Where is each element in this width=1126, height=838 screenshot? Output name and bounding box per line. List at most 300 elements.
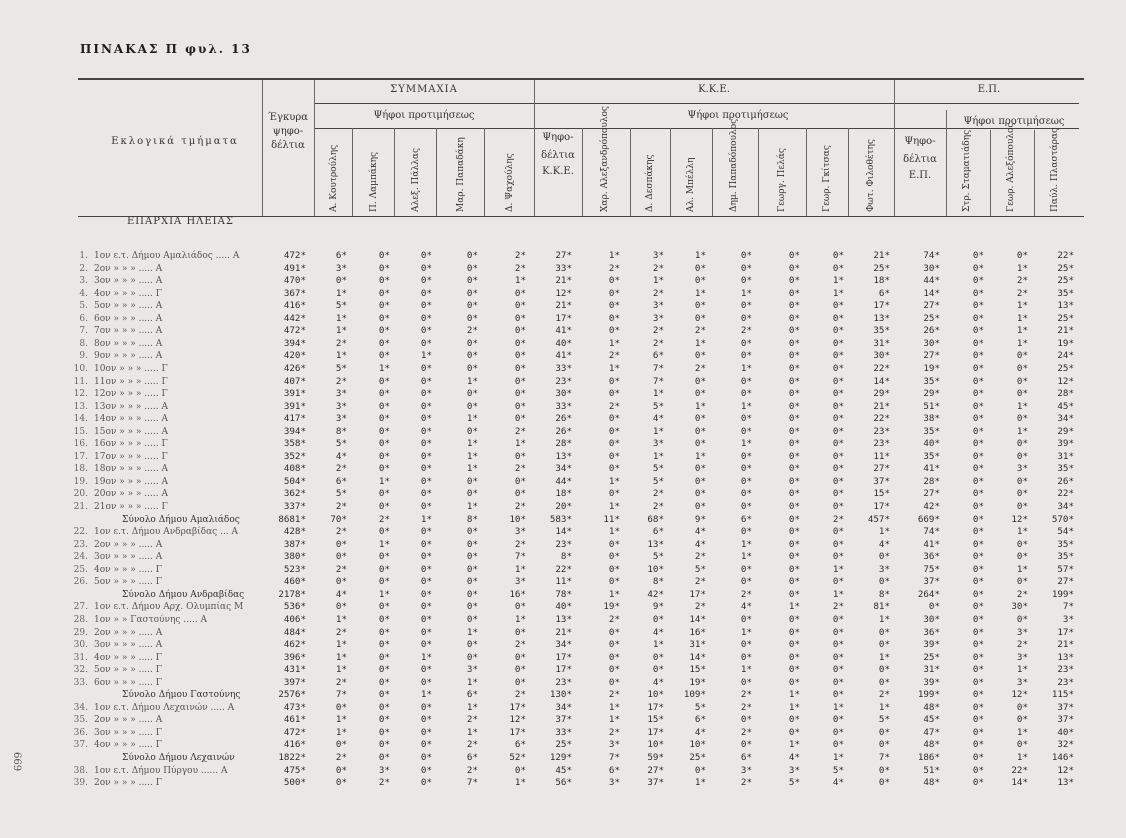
section-label: 21ον » » » ..... Γ: [94, 502, 168, 512]
vote-cell: 0*: [788, 300, 800, 312]
vote-cell: 78*: [555, 588, 572, 600]
row-number: 20.: [73, 489, 88, 500]
vote-cell: 2576*: [278, 689, 306, 701]
vote-cell: 0*: [1016, 438, 1028, 450]
top-rule: [78, 78, 1084, 80]
vote-cell: 491*: [283, 262, 306, 274]
vote-cell: 0*: [788, 375, 800, 387]
vote-cell: 19*: [689, 676, 706, 688]
vote-cell: 0*: [1016, 250, 1028, 261]
vote-cell: 1*: [878, 613, 890, 625]
row-number: 22.: [73, 527, 88, 538]
vote-cell: 669*: [917, 513, 940, 525]
vote-cell: 3*: [740, 764, 752, 776]
table-row: [0, 539, 1126, 551]
vote-cell: 35*: [1057, 463, 1074, 475]
vote-cell: 0*: [788, 400, 800, 412]
vote-cell: 44*: [555, 475, 572, 487]
vote-cell: 186*: [917, 752, 940, 763]
vote-cell: 2*: [652, 488, 664, 500]
row-number: 10.: [73, 363, 88, 374]
vote-cell: 0*: [972, 726, 984, 738]
vote-cell: 1*: [694, 250, 706, 261]
vote-cell: 0*: [378, 601, 390, 613]
vote-cell: 4*: [652, 676, 664, 688]
vote-cell: 42*: [923, 501, 940, 512]
vote-cell: 0*: [740, 475, 752, 487]
vote-cell: 1822*: [278, 752, 306, 763]
vote-cell: 0*: [514, 601, 526, 613]
vote-cell: 0*: [832, 400, 844, 412]
vote-cell: 3*: [1016, 651, 1028, 663]
vote-cell: 1*: [335, 714, 347, 726]
vote-cell: 1*: [652, 450, 664, 462]
vote-cell: 37*: [923, 576, 940, 588]
vote-cell: 1*: [514, 777, 526, 789]
vote-cell: 0*: [466, 262, 478, 274]
vote-cell: 59*: [647, 752, 664, 763]
vote-cell: 0*: [466, 576, 478, 588]
row-number: 16.: [73, 439, 88, 450]
vote-cell: 1*: [608, 501, 620, 512]
valid-votes-line-2: ψηφο-: [272, 126, 304, 137]
vote-cell: 0*: [420, 400, 432, 412]
vote-cell: 0*: [378, 563, 390, 575]
vote-cell: 1*: [335, 287, 347, 299]
vote-cell: 7*: [335, 689, 347, 701]
table-row: [0, 551, 1126, 563]
vote-cell: 26*: [555, 413, 572, 425]
table-row: [0, 275, 1126, 287]
vote-cell: 1*: [740, 287, 752, 299]
subtotal-row: [0, 752, 1126, 764]
vote-cell: 358*: [283, 438, 306, 450]
row-number: 27.: [73, 602, 88, 613]
row-number: 12.: [73, 389, 88, 400]
col-rule: [484, 128, 485, 216]
row-number: 13.: [73, 401, 88, 412]
vote-cell: 28*: [923, 475, 940, 487]
kke-ballots-3: Κ.Κ.Ε.: [542, 166, 574, 177]
ep-header: Ε.Π.: [977, 84, 1001, 95]
vote-cell: 0*: [652, 664, 664, 676]
vote-cell: 32*: [1057, 739, 1074, 751]
vote-cell: 0*: [420, 676, 432, 688]
vote-cell: 0*: [420, 739, 432, 751]
vote-cell: 0*: [972, 613, 984, 625]
vote-cell: 3*: [608, 777, 620, 789]
vote-cell: 4*: [652, 413, 664, 425]
vote-cell: 0*: [514, 651, 526, 663]
vote-cell: 2*: [608, 350, 620, 362]
vote-cell: 0*: [740, 714, 752, 726]
table-row: [0, 652, 1126, 664]
vote-cell: 12*: [1057, 375, 1074, 387]
vote-cell: 10*: [647, 689, 664, 701]
row-number: 1.: [79, 251, 88, 261]
vote-cell: 1*: [466, 375, 478, 387]
vote-cell: 36*: [923, 551, 940, 563]
vote-cell: 0*: [378, 262, 390, 274]
vote-cell: 0*: [335, 538, 347, 550]
vote-cell: 3*: [335, 413, 347, 425]
vote-cell: 1*: [378, 475, 390, 487]
vote-cell: 0*: [514, 325, 526, 337]
vote-cell: 15*: [689, 664, 706, 676]
vote-cell: 10*: [647, 739, 664, 751]
vote-cell: 11*: [873, 450, 890, 462]
vote-cell: 0*: [972, 312, 984, 324]
vote-cell: 0*: [420, 287, 432, 299]
vote-cell: 7*: [652, 362, 664, 374]
vote-cell: 0*: [878, 626, 890, 638]
vote-cell: 35*: [1057, 287, 1074, 299]
vote-cell: 1*: [740, 664, 752, 676]
vote-cell: 30*: [923, 613, 940, 625]
vote-cell: 0*: [740, 526, 752, 538]
vote-cell: 352*: [283, 450, 306, 462]
vote-cell: 21*: [555, 300, 572, 312]
vote-cell: 0*: [972, 375, 984, 387]
vote-cell: 0*: [420, 325, 432, 337]
table-row: [0, 300, 1126, 312]
vote-cell: 0*: [832, 651, 844, 663]
vote-cell: 396*: [283, 651, 306, 663]
vote-cell: 26*: [1057, 475, 1074, 487]
vote-cell: 0*: [832, 450, 844, 462]
vote-cell: 0*: [1016, 362, 1028, 374]
vote-cell: 37*: [873, 475, 890, 487]
vote-cell: 27*: [873, 463, 890, 475]
vote-cell: 0*: [694, 350, 706, 362]
table-row: [0, 727, 1126, 739]
col-rule: [436, 128, 437, 216]
vote-cell: 0*: [972, 764, 984, 776]
vote-cell: 39*: [923, 639, 940, 651]
vote-cell: 0*: [972, 563, 984, 575]
vote-cell: 1*: [832, 275, 844, 287]
vote-cell: 0*: [608, 488, 620, 500]
table-row: [0, 263, 1126, 275]
vote-cell: 2*: [514, 538, 526, 550]
vote-cell: 1*: [652, 388, 664, 400]
vote-cell: 0*: [694, 262, 706, 274]
section-label: 4ον » » » ..... Γ: [94, 740, 162, 751]
section-label: 2ον » » » ..... Α: [94, 627, 163, 638]
vote-cell: 0*: [420, 312, 432, 324]
vote-cell: 26*: [555, 425, 572, 437]
vote-cell: 0*: [1016, 413, 1028, 425]
vote-cell: 0*: [740, 388, 752, 400]
row-number: 39.: [73, 778, 88, 789]
vote-cell: 75*: [923, 563, 940, 575]
kke-header: Κ.Κ.Ε.: [698, 84, 730, 95]
vote-cell: 2*: [514, 262, 526, 274]
vote-cell: 0*: [608, 538, 620, 550]
vote-cell: 57*: [1057, 563, 1074, 575]
vote-cell: 0*: [972, 325, 984, 337]
vote-cell: 2*: [694, 325, 706, 337]
vote-cell: 0*: [972, 777, 984, 789]
vote-cell: 1*: [514, 563, 526, 575]
vote-cell: 1*: [1016, 726, 1028, 738]
candidate-label: Γεωρ. Γκίτσας: [822, 145, 832, 212]
vote-cell: 0*: [1016, 538, 1028, 550]
vote-cell: 5*: [652, 463, 664, 475]
vote-cell: 37*: [647, 777, 664, 789]
vote-cell: 17*: [647, 701, 664, 713]
vote-cell: 0*: [378, 576, 390, 588]
vote-cell: 1*: [1016, 425, 1028, 437]
ep-pref-header: Ψήφοι προτιμήσεως: [963, 116, 1065, 127]
subtotal-row: [0, 589, 1126, 601]
section-label: 4ον » » » ..... Γ: [94, 564, 162, 575]
table-row: [0, 413, 1126, 425]
vote-cell: 34*: [1057, 413, 1074, 425]
vote-cell: 1*: [514, 275, 526, 287]
vote-cell: 1*: [608, 701, 620, 713]
sections-header: Εκλογικά τμήματα: [111, 136, 239, 147]
vote-cell: 0*: [466, 287, 478, 299]
vote-cell: 22*: [1011, 764, 1028, 776]
vote-cell: 1*: [694, 777, 706, 789]
vote-cell: 13*: [1057, 651, 1074, 663]
vote-cell: 25*: [689, 752, 706, 763]
vote-cell: 22*: [555, 563, 572, 575]
vote-cell: 15*: [873, 488, 890, 500]
vote-cell: 0*: [420, 463, 432, 475]
vote-cell: 29*: [873, 388, 890, 400]
vote-cell: 35*: [873, 325, 890, 337]
vote-cell: 2*: [608, 262, 620, 274]
table-row: [0, 601, 1126, 613]
section-label: 1ον ε.τ. Δήμου Αρχ. Ολυμπίας Μ: [94, 602, 244, 613]
vote-cell: 0*: [740, 651, 752, 663]
vote-cell: 2*: [378, 777, 390, 789]
vote-cell: 0*: [514, 664, 526, 676]
vote-cell: 0*: [378, 526, 390, 538]
vote-cell: 0*: [378, 664, 390, 676]
table-row: [0, 777, 1126, 789]
vote-cell: 51*: [923, 400, 940, 412]
vote-cell: 25*: [555, 739, 572, 751]
vote-cell: 0*: [740, 413, 752, 425]
vote-cell: 0*: [608, 576, 620, 588]
vote-cell: 0*: [335, 601, 347, 613]
vote-cell: 31*: [689, 639, 706, 651]
vote-cell: 17*: [555, 651, 572, 663]
vote-cell: 0*: [832, 325, 844, 337]
vote-cell: 0*: [378, 450, 390, 462]
candidate-label: Αλεξ. Πάλλας: [411, 148, 421, 212]
vote-cell: 0*: [466, 337, 478, 349]
vote-cell: 30*: [873, 350, 890, 362]
vote-cell: 0*: [832, 375, 844, 387]
vote-cell: 0*: [420, 576, 432, 588]
ep-ballots-3: Ε.Π.: [908, 170, 932, 181]
vote-cell: 0*: [420, 701, 432, 713]
vote-cell: 19*: [603, 601, 620, 613]
vote-cell: 0*: [740, 350, 752, 362]
vote-cell: 0*: [878, 551, 890, 563]
vote-cell: 0*: [878, 764, 890, 776]
vote-cell: 1*: [335, 651, 347, 663]
section-label: 10ον » » » ..... Γ: [94, 363, 168, 374]
vote-cell: 0*: [466, 300, 478, 312]
vote-cell: 1*: [1016, 300, 1028, 312]
vote-cell: 3*: [878, 563, 890, 575]
vote-cell: 0*: [420, 563, 432, 575]
vote-cell: 470*: [283, 275, 306, 287]
row-number: 28.: [73, 614, 88, 625]
vote-cell: 0*: [972, 601, 984, 613]
vote-cell: 0*: [832, 739, 844, 751]
vote-cell: 20*: [555, 501, 572, 512]
vote-cell: 18*: [873, 275, 890, 287]
vote-cell: 2*: [740, 777, 752, 789]
vote-cell: 44*: [923, 275, 940, 287]
vote-cell: 3*: [514, 526, 526, 538]
vote-cell: 1*: [694, 337, 706, 349]
vote-cell: 0*: [335, 739, 347, 751]
vote-cell: 2*: [740, 701, 752, 713]
vote-cell: 0*: [694, 764, 706, 776]
col-rule: [314, 80, 315, 216]
vote-cell: 0*: [514, 350, 526, 362]
table-row: [0, 376, 1126, 388]
table-row: [0, 338, 1126, 350]
vote-cell: 28*: [555, 438, 572, 450]
vote-cell: 1*: [832, 752, 844, 763]
vote-cell: 387*: [283, 538, 306, 550]
vote-cell: 1*: [378, 538, 390, 550]
vote-cell: 460*: [283, 576, 306, 588]
vote-cell: 0*: [652, 613, 664, 625]
vote-cell: 0*: [694, 300, 706, 312]
vote-cell: 0*: [740, 463, 752, 475]
vote-cell: 0*: [466, 425, 478, 437]
vote-cell: 0*: [788, 350, 800, 362]
vote-cell: 6*: [652, 526, 664, 538]
vote-cell: 0*: [788, 463, 800, 475]
vote-cell: 0*: [1016, 375, 1028, 387]
vote-cell: 2*: [514, 463, 526, 475]
vote-cell: 1*: [335, 726, 347, 738]
vote-cell: 17*: [555, 312, 572, 324]
vote-cell: 0*: [466, 488, 478, 500]
vote-cell: 0*: [740, 501, 752, 512]
vote-cell: 0*: [466, 526, 478, 538]
vote-cell: 0*: [378, 312, 390, 324]
vote-cell: 7*: [1062, 601, 1074, 613]
vote-cell: 25*: [873, 262, 890, 274]
vote-cell: 3*: [1016, 626, 1028, 638]
row-number: 5.: [79, 301, 88, 312]
kke-ballots-2: δέλτια: [541, 150, 575, 161]
vote-cell: 35*: [923, 450, 940, 462]
vote-cell: 8*: [878, 588, 890, 600]
vote-cell: 362*: [283, 488, 306, 500]
vote-cell: 17*: [873, 300, 890, 312]
vote-cell: 35*: [1057, 538, 1074, 550]
vote-cell: 0*: [466, 388, 478, 400]
vote-cell: 0*: [608, 425, 620, 437]
candidate-label: Γεωργ. Πελάς: [777, 148, 787, 212]
section-label: 11ον » » » ..... Γ: [94, 376, 168, 387]
vote-cell: 0*: [788, 501, 800, 512]
vote-cell: 0*: [788, 312, 800, 324]
row-number: 17.: [73, 451, 88, 462]
vote-cell: 2*: [466, 739, 478, 751]
vote-cell: 1*: [608, 250, 620, 261]
vote-cell: 16*: [689, 626, 706, 638]
vote-cell: 41*: [923, 538, 940, 550]
vote-cell: 0*: [740, 262, 752, 274]
vote-cell: 0*: [740, 676, 752, 688]
vote-cell: 0*: [832, 501, 844, 512]
vote-cell: 27*: [923, 488, 940, 500]
vote-cell: 22*: [873, 413, 890, 425]
vote-cell: 0*: [378, 626, 390, 638]
vote-cell: 0*: [694, 438, 706, 450]
vote-cell: 1*: [608, 714, 620, 726]
vote-cell: 0*: [788, 664, 800, 676]
table-row: [0, 463, 1126, 475]
table-row: [0, 765, 1126, 777]
vote-cell: 0*: [788, 513, 800, 525]
vote-cell: 1*: [1016, 337, 1028, 349]
vote-cell: 22*: [873, 362, 890, 374]
vote-cell: 2*: [608, 613, 620, 625]
section-label: 1ον ε.τ. Δήμου Ανδραβίδας ... Α: [94, 527, 239, 538]
vote-cell: 6*: [878, 287, 890, 299]
vote-cell: 23*: [1057, 664, 1074, 676]
vote-cell: 0*: [608, 450, 620, 462]
vote-cell: 0*: [832, 300, 844, 312]
vote-cell: 0*: [832, 726, 844, 738]
vote-cell: 29*: [1057, 425, 1074, 437]
vote-cell: 0*: [608, 300, 620, 312]
vote-cell: 3*: [1016, 463, 1028, 475]
vote-cell: 2*: [466, 714, 478, 726]
vote-cell: 23*: [873, 425, 890, 437]
vote-cell: 30*: [923, 337, 940, 349]
vote-cell: 23*: [555, 676, 572, 688]
vote-cell: 0*: [420, 664, 432, 676]
vote-cell: 2*: [652, 325, 664, 337]
vote-cell: 2*: [652, 337, 664, 349]
vote-cell: 11*: [555, 576, 572, 588]
vote-cell: 0*: [972, 362, 984, 374]
candidate-label: Χαρ. Αλεξανδρόπουλος: [600, 106, 610, 212]
vote-cell: 2*: [335, 463, 347, 475]
vote-cell: 25*: [1057, 275, 1074, 287]
vote-cell: 48*: [923, 739, 940, 751]
vote-cell: 0*: [466, 400, 478, 412]
vote-cell: 416*: [283, 300, 306, 312]
section-label: 2ον » » » ..... Α: [94, 539, 163, 550]
vote-cell: 5*: [694, 701, 706, 713]
vote-cell: 0*: [608, 413, 620, 425]
pref-rule: [314, 128, 1079, 129]
vote-cell: 21*: [1057, 639, 1074, 651]
vote-cell: 2*: [694, 576, 706, 588]
vote-cell: 1*: [788, 739, 800, 751]
vote-cell: 0*: [832, 526, 844, 538]
vote-cell: 1*: [420, 651, 432, 663]
vote-cell: 2*: [514, 425, 526, 437]
vote-cell: 27*: [923, 300, 940, 312]
